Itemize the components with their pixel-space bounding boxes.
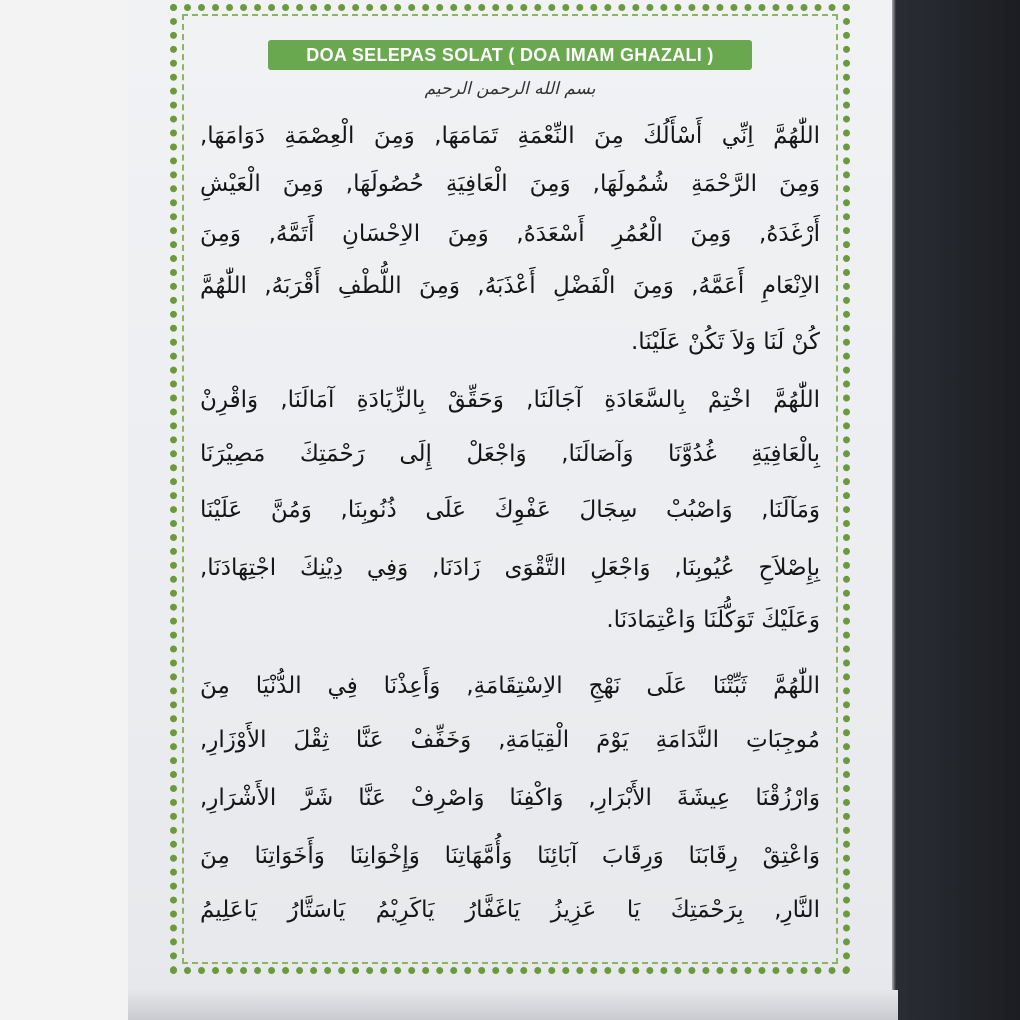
prayer-line: وَعَلَيْكَ تَوَكُّلَنَا وَاعْتِمَادَنَا. xyxy=(606,607,820,633)
prayer-line: بِإِصْلاَحِ عُيُوبِنَا, وَاجْعَلِ التَّقْوَى زَادَنَا, وَفِي دِيْنِكَ اجْتِهَادَنَا, xyxy=(200,555,820,581)
decorative-border-inner xyxy=(182,14,838,964)
prayer-line: اللّٰهُمَّ ثَبِّتْنَا عَلَى نَهْجِ الاِسْتِقَامَةِ, وَأَعِذْنَا فِي الدُّنْيَا مِنَ xyxy=(200,673,820,699)
prayer-line: النَّارِ, بِرَحْمَتِكَ يَا عَزِيزُ يَاغَفَّارُ يَاكَرِيْمُ يَاسَتَّارُ يَاعَلِيمُ xyxy=(200,897,820,923)
prayer-line: بِالْعَافِيَةِ غُدُوَّنَا وَآصَالَنَا, وَاجْعَلْ إِلَى رَحْمَتِكَ مَصِيْرَنَا xyxy=(200,441,820,467)
title-banner xyxy=(268,40,752,70)
prayer-line: مُوجِبَاتِ النَّدَامَةِ يَوْمَ الْقِيَامَةِ, وَخَفِّفْ عَنَّا ثِقْلَ الأَوْزَارِ, xyxy=(200,727,820,753)
prayer-line: وَمِنَ الرَّحْمَةِ شُمُولَهَا, وَمِنَ الْعَافِيَةِ حُصُولَهَا, وَمِنَ الْعَيْشِ xyxy=(200,171,820,197)
prayer-line: كُنْ لَنَا وَلاَ تَكُنْ عَلَيْنَا. xyxy=(630,329,820,355)
basmalah-calligraphy: بسم الله الرحمن الرحيم xyxy=(424,79,596,99)
prayer-line: وَاعْتِقْ رِقَابَنَا وَرِقَابَ آبَائِنَا وَأُمَّهَاتِنَا وَإِخْوَانِنَا وَأَخَوَاتِنَا مِنَ xyxy=(200,843,820,869)
prayer-line: اللّٰهُمَّ اِنِّي أَسْأَلُكَ مِنَ النِّعْمَةِ تَمَامَهَا, وَمِنَ الْعِصْمَةِ دَوَامَهَا, xyxy=(200,123,820,149)
table-edge xyxy=(128,990,898,1020)
page-title: DOA SELEPAS SOLAT ( DOA IMAM GHAZALI ) xyxy=(306,44,714,65)
prayer-line: اللّٰهُمَّ اخْتِمْ بِالسَّعَادَةِ آجَالَنَا, وَحَقِّقْ بِالزِّيَادَةِ آمَالَنَا, وَاقْرِنْ xyxy=(200,387,820,413)
prayer-line: وَمَآلَنَا, وَاصْبُبْ سِجَالَ عَفْوِكَ عَلَى ذُنُوبِنَا, وَمُنَّ عَلَيْنَا xyxy=(200,497,820,523)
prayer-line: وَارْزُقْنَا عِيشَةَ الأَبْرَارِ, وَاكْفِنَا وَاصْرِفْ عَنَّا شَرَّ الأَشْرَارِ, xyxy=(200,785,820,811)
prayer-line: أَرْغَدَهُ, وَمِنَ الْعُمُرِ أَسْعَدَهُ, وَمِنَ الاِحْسَانِ أَتَمَّهُ, وَمِنَ xyxy=(200,221,820,247)
prayer-line: الاِنْعَامِ أَعَمَّهُ, وَمِنَ الْفَضْلِ أَعْذَبَهُ, وَمِنَ اللُّطْفِ أَقْرَبَهُ, اللّٰهُمَّ xyxy=(200,273,820,299)
